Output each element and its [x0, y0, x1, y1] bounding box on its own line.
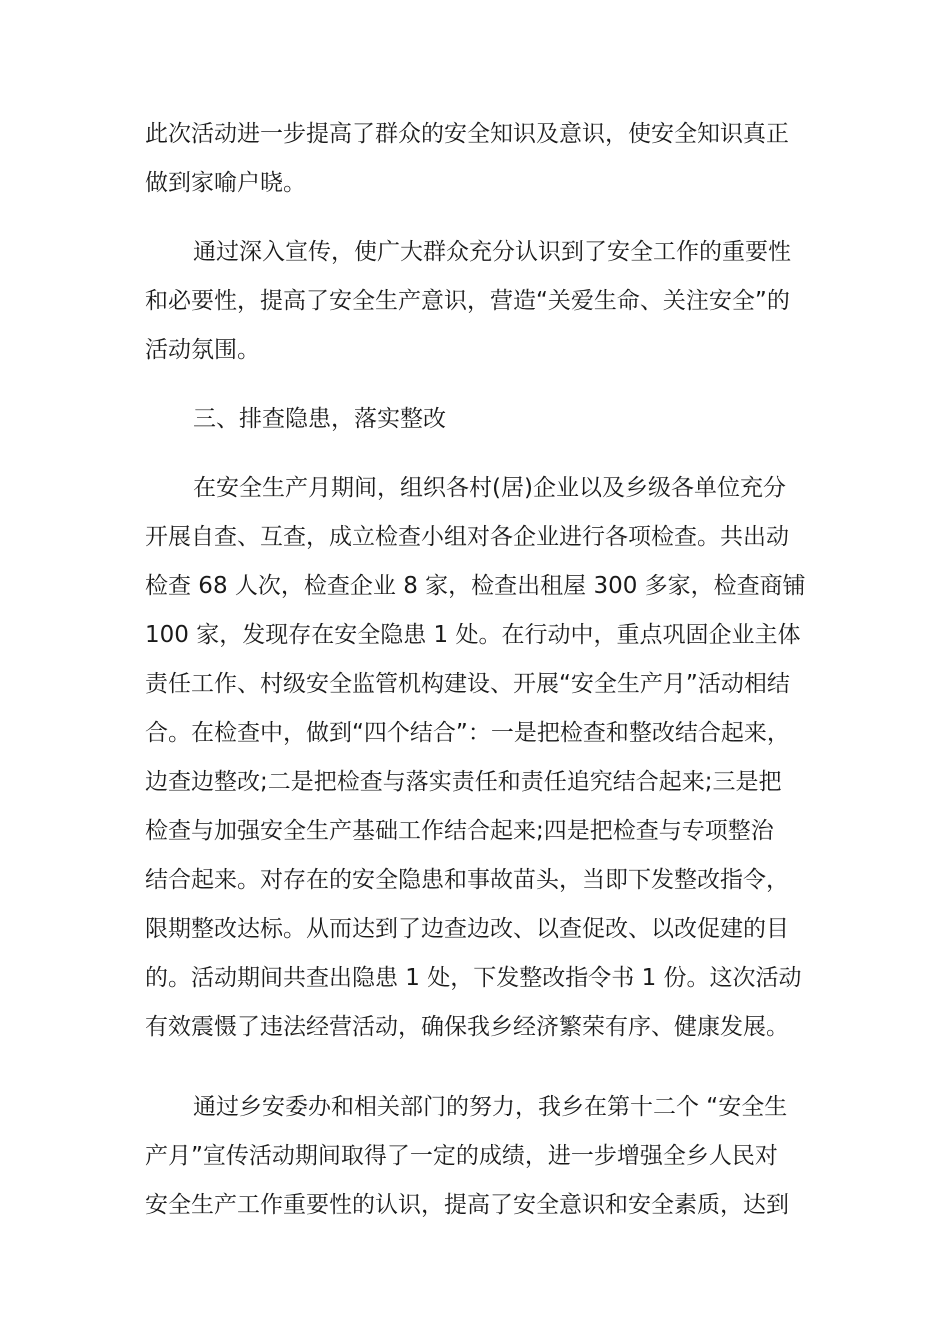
- text-line: 产月”宣传活动期间取得了一定的成绩，进一步增强全乡人民对: [145, 1143, 778, 1169]
- text-line: 检查 68 人次，检查企业 8 家，检查出租屋 300 多家，检查商铺: [145, 573, 806, 599]
- text-line: 限期整改达标。从而达到了边查边改、以查促改、以改促建的目: [145, 916, 789, 942]
- text-line: 和必要性，提高了安全生产意识，营造“关爱生命、关注安全”的: [145, 288, 790, 314]
- text-line: 检查与加强安全生产基础工作结合起来;四是把检查与专项整治: [145, 818, 774, 844]
- text-line: 做到家喻户晓。: [145, 170, 306, 196]
- text-line: 安全生产工作重要性的认识，提高了安全意识和安全素质，达到: [145, 1192, 789, 1218]
- text-line: 有效震慑了违法经营活动，确保我乡经济繁荣有序、健康发展。: [145, 1014, 789, 1040]
- text-line: 通过乡安委办和相关部门的努力，我乡在第十二个 “安全生: [193, 1094, 788, 1120]
- text-line: 责任工作、村级安全监管机构建设、开展“安全生产月”活动相结: [145, 671, 790, 697]
- text-line: 的。活动期间共查出隐患 1 处，下发整改指令书 1 份。这次活动: [145, 965, 802, 991]
- text-line: 边查边整改;二是把检查与落实责任和责任追究结合起来;三是把: [145, 769, 782, 795]
- text-line: 此次活动进一步提高了群众的安全知识及意识，使安全知识真正: [145, 121, 789, 147]
- section-heading: 三、排查隐患，落实整改: [193, 406, 446, 432]
- text-line: 活动氛围。: [145, 337, 260, 363]
- text-line: 通过深入宣传，使广大群众充分认识到了安全工作的重要性: [193, 239, 791, 265]
- text-line: 100 家，发现存在安全隐患 1 处。在行动中，重点巩固企业主体: [145, 622, 801, 648]
- text-line: 开展自查、互查，成立检查小组对各企业进行各项检查。共出动: [145, 524, 789, 550]
- text-line: 结合起来。对存在的安全隐患和事故苗头，当即下发整改指令，: [145, 867, 789, 893]
- text-line: 在安全生产月期间，组织各村(居)企业以及乡级各单位充分: [193, 475, 786, 501]
- text-line: 合。在检查中，做到“四个结合”：一是把检查和整改结合起来，: [145, 720, 790, 746]
